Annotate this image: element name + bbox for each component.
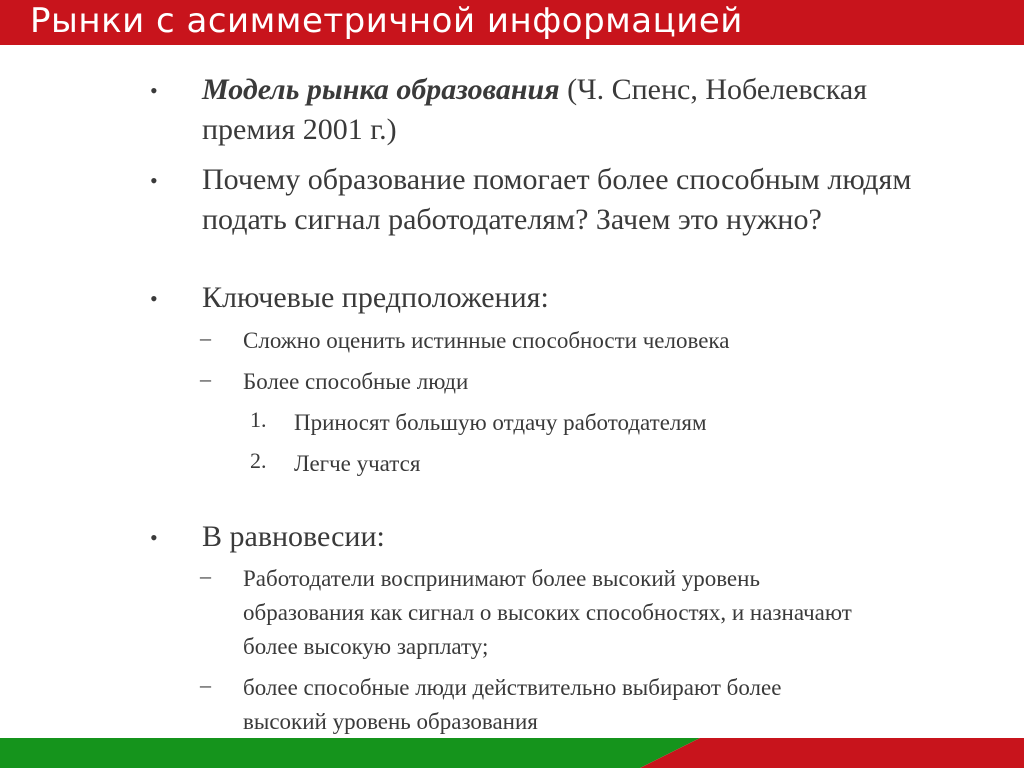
dash-marker: – bbox=[200, 325, 211, 350]
sub-3-2: Более способные люди bbox=[243, 369, 469, 394]
dash-marker: – bbox=[200, 672, 211, 697]
sub-4-1-line-2: образования как сигнал о высоких способностях, и назначают bbox=[243, 600, 852, 625]
bullet-3-line-1: Ключевые предположения: bbox=[202, 281, 549, 314]
bullet-1-line-1 bbox=[202, 70, 867, 110]
numbered-item-2: Легче учатся bbox=[294, 451, 421, 476]
bullet-marker: • bbox=[150, 168, 158, 193]
bullet-1-text: (Ч. Спенс, Нобелевская bbox=[559, 73, 868, 106]
bullet-2-line-2: подать сигнал работодателям? Зачем это нужно? bbox=[202, 203, 822, 236]
bullet-marker: • bbox=[150, 525, 158, 550]
sub-4-1-line-3: более высокую зарплату; bbox=[243, 634, 489, 659]
numbered-item-1: Приносят большую отдачу работодателям bbox=[294, 410, 707, 435]
sub-3-1: Сложно оценить истинные способности человека bbox=[243, 328, 730, 353]
dash-marker: – bbox=[200, 366, 211, 391]
sub-4-1-line-1: Работодатели воспринимают более высокий уровень bbox=[243, 566, 760, 591]
bullet-1-line-2: премия 2001 г.) bbox=[202, 113, 397, 146]
sub-4-2-line-2: высокий уровень образования bbox=[243, 709, 538, 734]
sub-4-2-line-1: более способные люди действительно выбирают более bbox=[243, 675, 782, 700]
bullet-marker: • bbox=[150, 286, 158, 311]
bullet-2-line-1: Почему образование помогает более способным людям bbox=[202, 163, 912, 196]
bullet-1-emphasis: Модель рынка образования bbox=[202, 73, 560, 106]
bottom-decorative-stripe bbox=[0, 738, 1024, 768]
dash-marker: – bbox=[200, 563, 211, 588]
bullet-marker: • bbox=[150, 78, 158, 103]
numbered-marker: 2. bbox=[250, 448, 267, 473]
slide-title: Рынки с асимметричной информацией bbox=[30, 1, 743, 41]
slide-title-bar bbox=[0, 0, 1024, 45]
stripe-red bbox=[640, 738, 1024, 768]
stripe-green bbox=[0, 738, 700, 768]
numbered-marker: 1. bbox=[250, 407, 267, 432]
bullet-4-line-1: В равновесии: bbox=[202, 520, 385, 553]
